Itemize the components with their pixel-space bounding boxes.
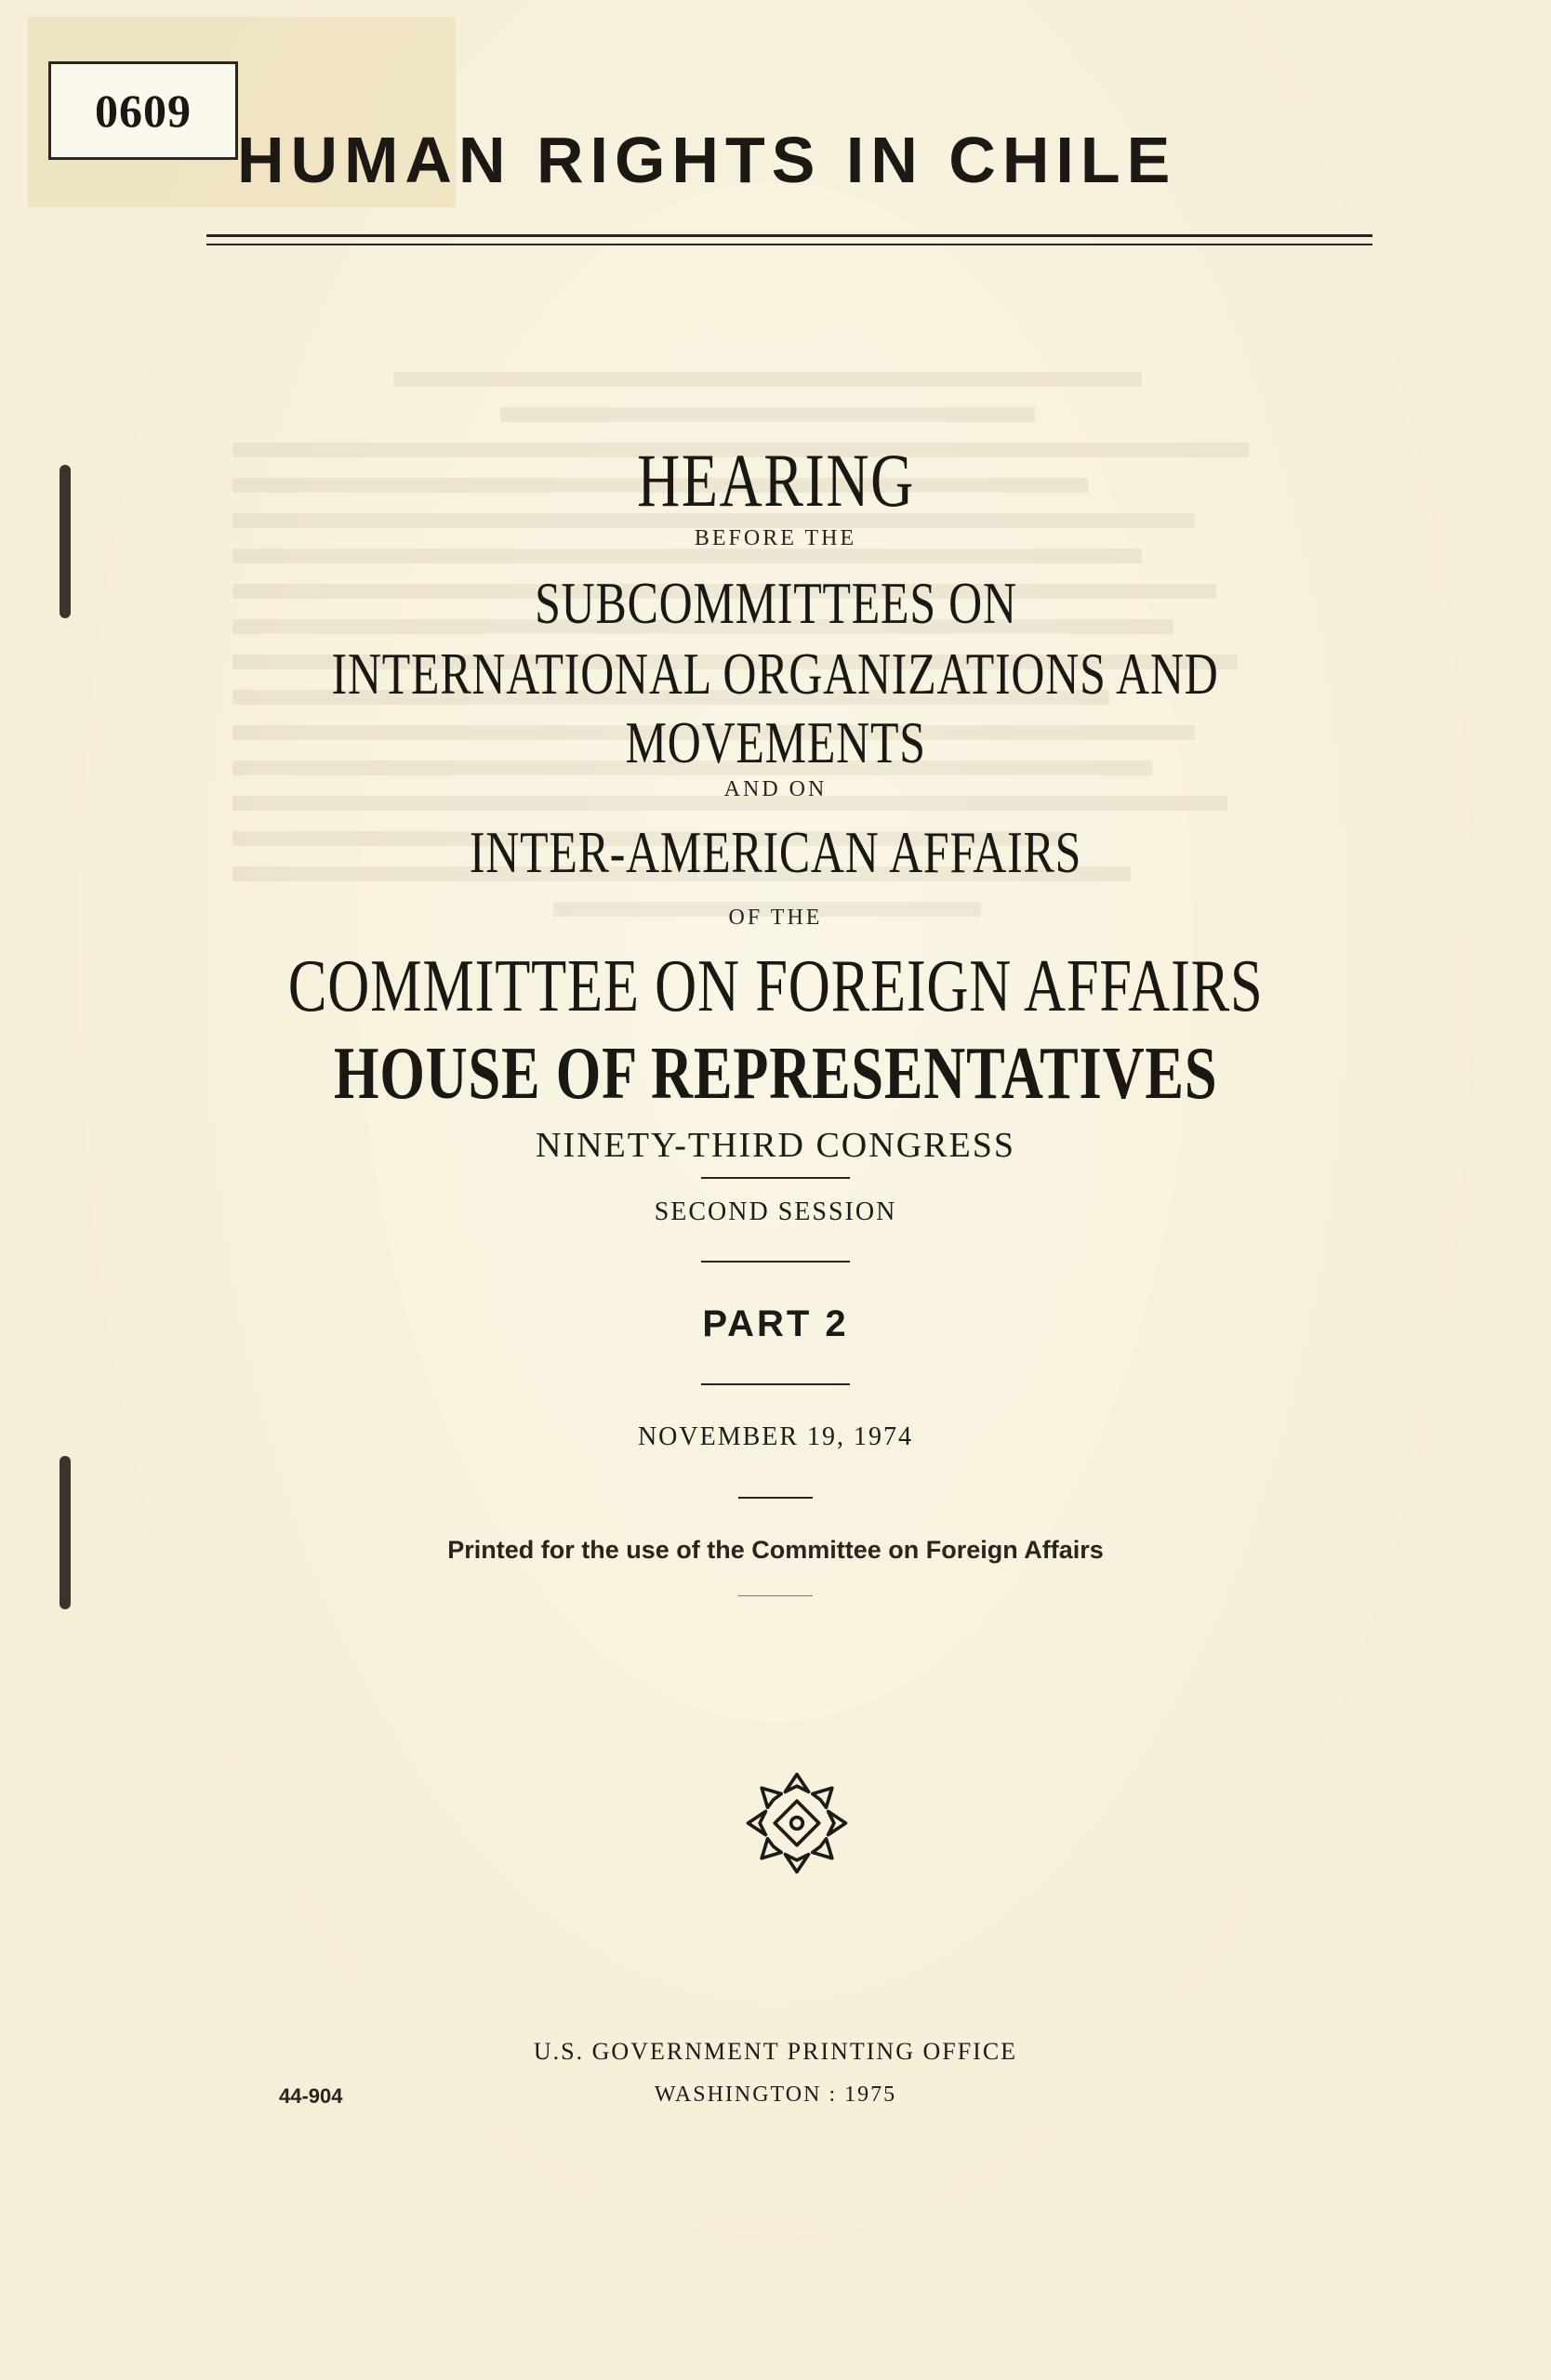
intl-orgs-row: [0, 640, 1551, 708]
printed-for-row: [0, 1536, 1551, 1565]
committee-row: [0, 945, 1551, 1029]
movements-label: MOVEMENTS: [625, 709, 926, 775]
printed-for-rule: [738, 1595, 813, 1596]
before-the-label: BEFORE THE: [694, 526, 857, 550]
document-title: HUMAN RIGHTS IN CHILE: [237, 124, 1177, 196]
job-number: 44-904: [279, 2084, 343, 2108]
inter-american-row: [0, 818, 1551, 887]
office-row: [0, 2038, 1551, 2066]
of-the-row: [0, 906, 1551, 931]
congress-rule: [701, 1177, 850, 1179]
subcommittees-label: SUBCOMMITTEES ON: [534, 570, 1017, 636]
session-label: SECOND SESSION: [654, 1197, 897, 1226]
of-the-label: OF THE: [728, 906, 823, 930]
place-year: WASHINGTON : 1975: [654, 2082, 897, 2107]
and-on-row: [0, 777, 1551, 802]
date-rule: [738, 1497, 813, 1499]
movements-row: [0, 708, 1551, 777]
hearing-date: NOVEMBER 19, 1974: [637, 1422, 914, 1451]
hearing-heading-row: [0, 437, 1551, 524]
part-label: PART 2: [702, 1303, 849, 1344]
committee-label: COMMITTEE ON FOREIGN AFFAIRS: [287, 945, 1264, 1027]
intl-orgs-label: INTERNATIONAL ORGANIZATIONS AND: [331, 641, 1220, 707]
session-rule: [701, 1261, 850, 1263]
house-label: HOUSE OF REPRESENTATIVES: [333, 1033, 1218, 1115]
before-the-row: [0, 526, 1551, 551]
congress-label: NINETY-THIRD CONGRESS: [536, 1126, 1015, 1165]
part-rule: [701, 1383, 850, 1385]
and-on-label: AND ON: [723, 777, 828, 801]
congress-row: [0, 1125, 1551, 1166]
binding-punch-bottom: [60, 1456, 71, 1609]
archive-stamp: 0609: [48, 61, 238, 160]
hearing-heading: HEARING: [636, 438, 915, 522]
title-rule-top: [206, 234, 1372, 237]
printing-office: U.S. GOVERNMENT PRINTING OFFICE: [533, 2038, 1018, 2065]
inter-american-label: INTER-AMERICAN AFFAIRS: [469, 819, 1082, 885]
part-row: [0, 1303, 1551, 1345]
printed-for-note: Printed for the use of the Committee on Foreign Affairs: [447, 1536, 1104, 1564]
session-row: [0, 1197, 1551, 1227]
date-row: [0, 1422, 1551, 1452]
gpo-emblem-icon: [738, 1765, 855, 1882]
subcommittees-row: [0, 569, 1551, 638]
title-rule-bottom: [206, 244, 1372, 245]
place-year-row: [0, 2082, 1551, 2108]
house-row: [0, 1032, 1551, 1117]
